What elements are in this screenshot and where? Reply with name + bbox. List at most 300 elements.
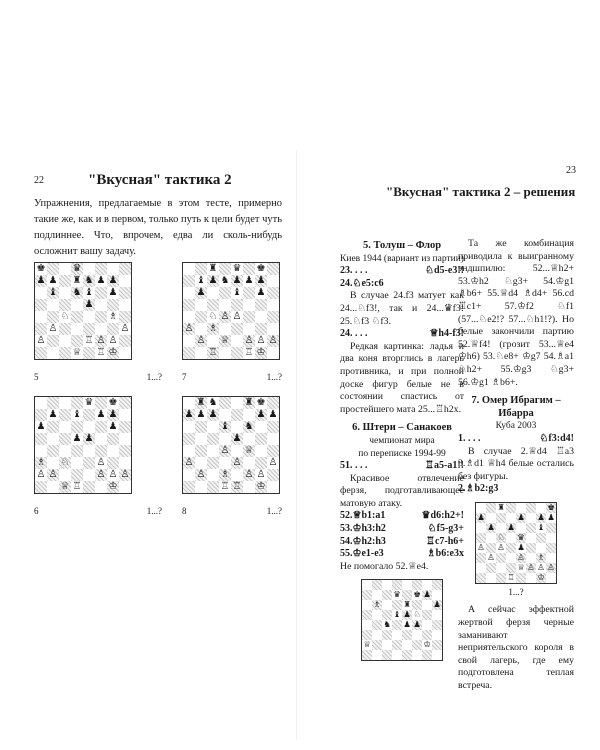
board-square (59, 421, 71, 433)
board-square: ♙ (220, 311, 230, 322)
board-square (83, 323, 95, 335)
board-square (195, 445, 207, 457)
board-square (71, 299, 83, 311)
board-square (486, 533, 496, 543)
board-square: ♘ (60, 311, 70, 322)
board-square: ♙ (96, 469, 106, 480)
board-square (255, 433, 267, 445)
board-square: ♗ (36, 457, 46, 468)
board-square (267, 263, 279, 275)
board-square: ♙ (196, 469, 206, 480)
board-square (231, 469, 243, 481)
board-square: ♟ (477, 512, 485, 523)
board-square: ♟ (256, 287, 266, 298)
board-square: ♙ (244, 335, 254, 346)
board-square (59, 323, 71, 335)
diagram-number: 6 (34, 506, 39, 516)
board-square: ♜ (208, 263, 218, 274)
board-square: ♟ (84, 299, 94, 310)
board-square (432, 620, 442, 630)
board-square (195, 347, 207, 359)
board-square (183, 347, 195, 359)
board-square (506, 563, 516, 573)
board-square: ♟ (507, 522, 515, 533)
board-square (255, 457, 267, 469)
game-header-6: 6. Штери – Санакоев (352, 422, 452, 434)
solutions-column-2 (458, 238, 574, 693)
move-line: 55.♔e1-e3 ♗b6:e3x (340, 548, 464, 560)
board-square (422, 600, 432, 610)
board-square (476, 563, 486, 573)
board-square (47, 347, 59, 359)
board-square (195, 263, 207, 275)
board-square (59, 263, 71, 275)
board-square (195, 299, 207, 311)
board-square: ♟ (36, 421, 46, 432)
board-square (526, 533, 536, 543)
board-square: ♙ (48, 323, 58, 334)
board-square (546, 553, 556, 563)
board-square: ♟ (232, 433, 242, 444)
board-square (546, 573, 556, 583)
board-square (95, 397, 107, 409)
board-square (59, 347, 71, 359)
board-square (183, 481, 195, 493)
board-square: ♙ (517, 552, 525, 563)
board-square: ♚ (413, 590, 421, 601)
board-square (243, 409, 255, 421)
board-square (255, 299, 267, 311)
board-square (255, 311, 267, 323)
board-square (207, 445, 219, 457)
board-square (372, 620, 382, 630)
move-line: 2.♗b2:g3 (458, 483, 499, 495)
board-square (71, 469, 83, 481)
board-square: ♟ (256, 409, 266, 420)
board-square (119, 481, 131, 493)
board-square: ♝ (48, 287, 58, 298)
board-square (183, 335, 195, 347)
game-event-6-year: по переписке 1994-99 (358, 448, 446, 459)
board-square: ♞ (244, 421, 254, 432)
board-square (422, 630, 432, 640)
board-square (392, 580, 402, 590)
board-square (267, 275, 279, 287)
chessboard (34, 262, 132, 360)
board-square (267, 323, 279, 335)
board-square: ♟ (184, 409, 194, 420)
annotation: Красивое отвлечение ферзя, подготавливающее матовую атаку. (340, 472, 464, 509)
board-square (119, 263, 131, 275)
annotation: В случае 24.f3 матует как 24...♘f3!, так и 24...♛f3! 25.♘f3 ♘f3. (340, 290, 464, 327)
board-square (526, 573, 536, 583)
board-square (422, 610, 432, 620)
board-square (71, 421, 83, 433)
game-event-7: Куба 2003 (495, 421, 537, 432)
board-square: ♞ (84, 275, 94, 286)
board-square (95, 299, 107, 311)
board-square (496, 553, 506, 563)
board-square: ♞ (220, 275, 230, 286)
board-square (243, 323, 255, 335)
board-square (47, 481, 59, 493)
board-square: ♞ (208, 397, 218, 408)
board-square (267, 445, 279, 457)
board-square: ♟ (96, 409, 106, 420)
board-square: ♖ (507, 572, 515, 583)
board-square (59, 445, 71, 457)
board-square (526, 513, 536, 523)
board-square (536, 543, 546, 553)
board-square (183, 433, 195, 445)
board-square: ♗ (373, 600, 381, 611)
diagram-6 (34, 396, 162, 520)
board-square (35, 445, 47, 457)
board-square (119, 299, 131, 311)
board-square (546, 523, 556, 533)
board-square: ♗ (220, 469, 230, 480)
game-event-6: чемпионат мира (369, 435, 435, 446)
board-square: ♟ (208, 409, 218, 420)
board-square (392, 630, 402, 640)
annotation: А сейчас эффектной жертвой ферзя черные заманивают неприятельского короля в свой лагерь, где ему подготовлена теплая встреча. (458, 604, 574, 692)
board-square (219, 397, 231, 409)
page-number-left: 22 (34, 175, 44, 186)
board-square (47, 263, 59, 275)
board-square (195, 421, 207, 433)
board-square (183, 275, 195, 287)
board-square (35, 433, 47, 445)
chessboard (34, 396, 132, 494)
board-square (195, 457, 207, 469)
board-square (392, 620, 402, 630)
board-square (243, 433, 255, 445)
board-square: ♝ (537, 522, 545, 533)
board-square: ♟ (403, 610, 411, 621)
board-square (207, 421, 219, 433)
board-square (422, 620, 432, 630)
board-square (47, 335, 59, 347)
board-square (412, 640, 422, 650)
board-square (486, 573, 496, 583)
board-square (432, 650, 442, 660)
board-square: ♘ (60, 457, 70, 468)
board-square: ♙ (220, 445, 230, 456)
board-square: ♗ (208, 323, 218, 334)
move-line: 24.♘e5:c6 (340, 277, 384, 289)
diagram-5 (34, 262, 162, 386)
board-square: ♟ (268, 409, 278, 420)
board-square (83, 457, 95, 469)
board-square (195, 323, 207, 335)
board-square: ♜ (196, 397, 206, 408)
page-title-right: "Вкусная" тактика 2 – решения (386, 184, 576, 199)
board-square: ♙ (96, 335, 106, 346)
board-square (95, 421, 107, 433)
board-square (267, 299, 279, 311)
board-square: ♗ (537, 552, 545, 563)
board-square: ♙ (477, 542, 485, 553)
board-square: ♔ (537, 572, 545, 583)
board-square (119, 445, 131, 457)
board-square: ♜ (244, 397, 254, 408)
board-square (506, 543, 516, 553)
board-square (207, 299, 219, 311)
diagram-caption: 1...? (146, 372, 162, 382)
board-square: ♟ (517, 512, 525, 523)
board-square (372, 590, 382, 600)
board-square: ♔ (108, 347, 118, 358)
board-square (496, 573, 506, 583)
board-square (496, 563, 506, 573)
board-square (382, 650, 392, 660)
board-square: ♟ (108, 421, 118, 432)
mini-chessboard (475, 502, 557, 584)
solutions-column-1 (340, 238, 464, 663)
board-square: ♔ (423, 640, 431, 651)
board-square (476, 553, 486, 563)
board-square (47, 421, 59, 433)
board-square (422, 580, 432, 590)
board-square: ♕ (60, 481, 70, 492)
board-square (267, 287, 279, 299)
page-title-left: "Вкусная" тактика 2 (88, 172, 232, 188)
board-square (536, 503, 546, 513)
move-line: 23. . . . ♘d5-e3!! (340, 265, 464, 277)
board-square (219, 323, 231, 335)
board-square (382, 600, 392, 610)
board-square (526, 543, 536, 553)
board-square: ♕ (220, 335, 230, 346)
board-square (183, 421, 195, 433)
board-square (496, 523, 506, 533)
diagram-number: 7 (182, 372, 187, 382)
board-square: ♟ (108, 287, 118, 298)
board-square (372, 580, 382, 590)
annotation: Не помогало 52.♕e4. (340, 560, 429, 572)
board-square (372, 650, 382, 660)
game-header-7: 7. Омер Ибрагим – Ибарра (471, 395, 561, 419)
board-square (83, 421, 95, 433)
board-square (362, 580, 372, 590)
board-square (71, 457, 83, 469)
board-square (35, 481, 47, 493)
board-square (107, 299, 119, 311)
board-square: ♙ (487, 552, 495, 563)
board-square (231, 409, 243, 421)
board-square (119, 335, 131, 347)
board-square (219, 299, 231, 311)
board-square (35, 323, 47, 335)
board-square (362, 590, 372, 600)
board-square (59, 287, 71, 299)
board-square (47, 433, 59, 445)
board-square (243, 311, 255, 323)
board-square (255, 421, 267, 433)
board-square: ♙ (120, 469, 130, 480)
chessboard (182, 262, 280, 360)
board-square (59, 433, 71, 445)
board-square (183, 299, 195, 311)
board-square (516, 503, 526, 513)
board-square (267, 397, 279, 409)
board-square: ♟ (547, 512, 555, 523)
board-square: ♚ (547, 502, 555, 513)
board-square (243, 263, 255, 275)
board-square: ♟ (196, 409, 206, 420)
game-event-5: Киев 1944 (вариант из партии) (340, 253, 464, 264)
board-square: ♙ (547, 562, 555, 573)
board-square (59, 409, 71, 421)
board-square: ♟ (108, 409, 118, 420)
board-square (382, 630, 392, 640)
board-square (59, 397, 71, 409)
annotation: Та же комбинация приводила к выигранному эндшпилю: 52...♕h2+ 53.♔h2 ♘g3+ 54.♔g1 ♗b6+ 55.♕d4 ♗d4+ 56.cd ♖c1+ 57.♔f2 ♘f1 (57...♘e2!? 57...♘h1!?). Но белые закончили партию 52.♕f4! (грозит 53...♕e4 ♔h6) 53.♘e8+ ♔g7 54.♗a1 ♘h2+ 55.♔g3 ♘g3+ 56.♔g1 ♗b6+. (458, 238, 574, 388)
board-square: ♟ (423, 590, 431, 601)
board-square (516, 523, 526, 533)
annotation: Редкая картинка: ладья и два коня вторглись в лагерь противника, и при полной доске фигур белые не в состоянии спастись от простейшего мата 25...♖h2x. (340, 340, 464, 415)
board-square: ♖ (244, 347, 254, 358)
move-line: 54.♔h2:h3 ♖c7-h6+ (340, 535, 464, 547)
board-square (119, 433, 131, 445)
board-square (71, 397, 83, 409)
board-square (219, 287, 231, 299)
board-square (402, 630, 412, 640)
board-square: ♘ (208, 311, 218, 322)
board-square (243, 299, 255, 311)
move-line: 52.♕b1:a1 ♛d6:h2+! (340, 510, 464, 522)
board-square (47, 299, 59, 311)
board-square (95, 433, 107, 445)
board-square (207, 469, 219, 481)
board-square (119, 457, 131, 469)
board-square: ♜ (403, 600, 411, 611)
board-square: ♙ (196, 335, 206, 346)
board-square (35, 299, 47, 311)
board-square: ♜ (497, 502, 505, 513)
board-square: ♖ (220, 481, 230, 492)
board-square (382, 610, 392, 620)
board-square (207, 287, 219, 299)
board-square (107, 445, 119, 457)
board-square: ♙ (256, 469, 266, 480)
board-square (95, 323, 107, 335)
diagram-8 (182, 396, 282, 520)
diagram-caption: 1...? (266, 372, 282, 382)
board-square (382, 640, 392, 650)
board-square: ♙ (36, 469, 46, 480)
board-square (412, 650, 422, 660)
board-square: ♝ (84, 287, 94, 298)
board-square (183, 469, 195, 481)
board-square: ♘ (413, 610, 421, 621)
board-square: ♟ (537, 512, 545, 523)
board-square (35, 409, 47, 421)
board-square (267, 311, 279, 323)
board-square (47, 445, 59, 457)
board-square (392, 640, 402, 650)
board-square: ♚ (256, 263, 266, 274)
board-square (267, 433, 279, 445)
board-square (267, 421, 279, 433)
board-square (362, 600, 372, 610)
board-square (83, 445, 95, 457)
board-square: ♔ (256, 481, 266, 492)
board-square (119, 275, 131, 287)
board-square: ♕ (517, 562, 525, 573)
board-square (255, 445, 267, 457)
board-square: ♔ (108, 481, 118, 492)
board-square (476, 573, 486, 583)
board-square (362, 650, 372, 660)
board-square: ♟ (208, 275, 218, 286)
game-header-5: 5. Толуш – Флор (362, 240, 442, 251)
board-square (83, 263, 95, 275)
diagram-caption: 1...? (266, 506, 282, 516)
board-square (372, 640, 382, 650)
board-square: ♙ (244, 469, 254, 480)
board-square (243, 287, 255, 299)
left-page (0, 0, 296, 750)
board-square (83, 409, 95, 421)
board-square: ♙ (96, 457, 106, 468)
diagram-number: 8 (182, 506, 187, 516)
board-square (83, 469, 95, 481)
board-square: ♛ (393, 590, 401, 601)
board-square: ♖ (84, 335, 94, 346)
board-square (35, 287, 47, 299)
board-square (183, 445, 195, 457)
board-square: ♙ (108, 335, 118, 346)
board-square (372, 610, 382, 620)
board-square (486, 513, 496, 523)
board-square: ♖ (96, 347, 106, 358)
board-square (183, 397, 195, 409)
board-square (432, 640, 442, 650)
board-square: ♟ (244, 275, 254, 286)
board-square (243, 457, 255, 469)
board-square (183, 287, 195, 299)
board-square (382, 590, 392, 600)
board-square: ♞ (72, 287, 82, 298)
move-line: 51. . . . ♖a5-a1!! (340, 460, 464, 472)
board-square (35, 311, 47, 323)
board-square: ♙ (232, 457, 242, 468)
board-square (362, 620, 372, 630)
board-square (195, 433, 207, 445)
board-square: ♙ (537, 562, 545, 573)
board-square (95, 311, 107, 323)
intro-paragraph: Упражнения, предлагаемые в этом тесте, примерно такие же, как и в первом, только путь к цели будет чуть подлиннее. Что, впрочем, едва ли сколь-нибудь осложнит вашу задачу. (34, 198, 282, 257)
diagram-caption: 1...? (146, 506, 162, 516)
board-square (267, 469, 279, 481)
board-square: ♖ (232, 481, 242, 492)
board-square (95, 445, 107, 457)
board-square: ♟ (403, 620, 411, 631)
board-square: ♚ (108, 397, 118, 408)
board-square (59, 335, 71, 347)
board-square: ♟ (413, 620, 421, 631)
board-square: ♝ (196, 275, 206, 286)
board-square: ♛ (232, 263, 242, 274)
board-square: ♞ (383, 620, 391, 631)
move-line: 53.♔h3:h2 ♘f5-g3+ (340, 523, 464, 535)
board-square (107, 263, 119, 275)
mini-chessboard (361, 579, 443, 661)
board-square: ♛ (84, 397, 94, 408)
board-square: ♟ (256, 275, 266, 286)
board-square: ♟ (108, 275, 118, 286)
